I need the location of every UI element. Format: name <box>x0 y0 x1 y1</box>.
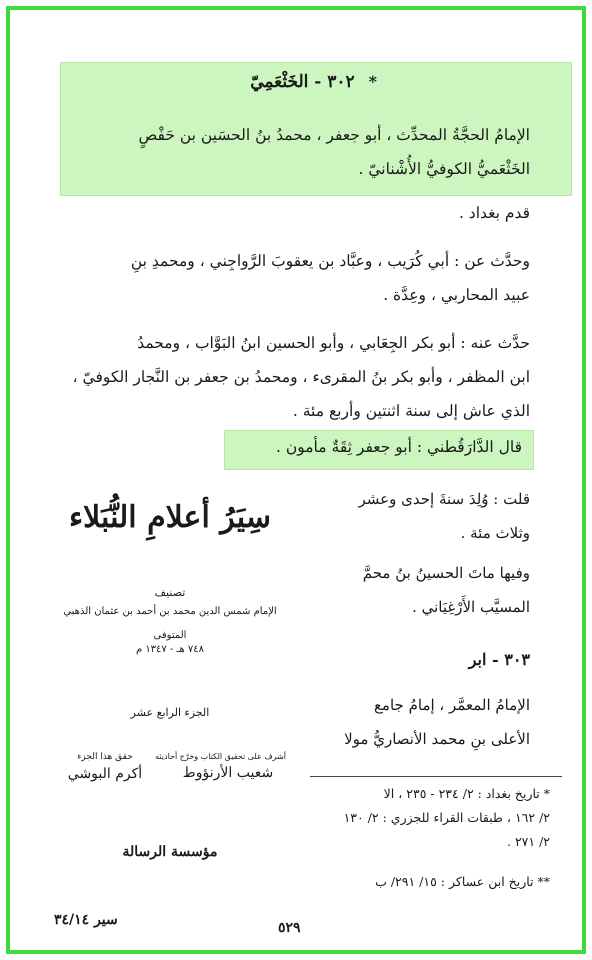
book-page <box>10 10 582 950</box>
footnote-line: ** تاريخ ابن عساكر : ١٥/ ٢٩١/ ب <box>375 874 550 889</box>
text-line: الإمامُ الحجَّةُ المحدِّث ، أبو جعفر ، محمدُ بنُ الحسَين بن حَفْصٍ <box>138 126 530 144</box>
book-cover <box>50 480 290 880</box>
text-line: قدم بغداد . <box>458 204 530 222</box>
right-editor-name: شعيب الأرنؤوط <box>182 765 274 781</box>
cover-volume: الجزء الرابع عشر <box>130 706 210 719</box>
text-line: وثلاث مئة . <box>460 524 530 542</box>
right-editor-caption: أشرف على تحقيق الكتاب وخرّج أحاديثه <box>155 752 286 761</box>
text-line: حدَّث عنه : أبو بكر الجِعَابي ، وأبو الحسين ابنُ البَوَّاب ، ومحمدُ <box>137 334 530 352</box>
entry-star: * <box>368 72 377 91</box>
entry-title <box>250 72 377 92</box>
text-line: الخَثْعَميُّ الكوفيُّ الأُشْنانيّ . <box>358 160 530 178</box>
cover-died-label: المتوفى <box>153 630 187 641</box>
cover-title: سِيَرُ أعلامِ النُّبَلاء <box>69 500 271 535</box>
text-line: المسيَّب الأَرْغِيَاني . <box>412 598 530 616</box>
cover-died-dates: ٧٤٨ هـ - ١٣٤٧ م <box>135 644 205 655</box>
cover-publisher: مؤسسة الرسالة <box>122 844 218 860</box>
text-line: ابن المظفر ، وأبو بكر بنُ المقرىء ، ومحمدُ بن جعفر بن النَّجار الكوفيّ ، <box>72 368 530 386</box>
right-editor <box>155 752 286 781</box>
footnote-line: ٢/ ١٦٢ ، طبقات القراء للجزري : ٢/ ١٣٠ <box>343 810 550 825</box>
page-number: ٥٢٩ <box>278 920 301 936</box>
text-line: وفيها ماتَ الحسينُ بنُ محمَّ <box>362 564 530 582</box>
text-line: وحدَّث عن : أبي كُرَيب ، وعبَّاد بن يعقوبَ الرَّواجِني ، ومحمدِ بنِ <box>130 252 530 270</box>
entry-303-title: ٣٠٣ - ابر <box>468 650 530 669</box>
text-line: عبيد المحاربي ، وعِدَّة . <box>383 286 530 304</box>
page-frame <box>6 6 586 954</box>
text-line: الإمامُ المعمَّر ، إمامُ جامع <box>373 696 530 714</box>
footnote-line: ٢/ ٢٧١ . <box>506 834 550 849</box>
daraqutni-quote: قال الدَّارَقُطني : أبو جعفر ثِقَةٌ مأمون . <box>276 438 522 456</box>
text-line: قلت : وُلِدَ سنةَ إحدى وعشر <box>358 490 530 508</box>
left-editor <box>60 752 150 782</box>
footnote-divider <box>310 776 562 777</box>
entry-title-text: ٣٠٢ - الخَثْعَمِيّ <box>250 72 355 92</box>
footnote-line: * تاريخ بغداد : ٢/ ٢٣٤ - ٢٣٥ ، الا <box>383 786 550 801</box>
signature-mark: سير ٣٤/١٤ <box>54 912 118 928</box>
left-editor-caption: حقق هذا الجزء <box>77 752 133 762</box>
text-line: الذي عاش إلى سنة اثنتين وأربع مئة . <box>292 402 530 420</box>
left-editor-name: أكرم البوشي <box>67 766 143 782</box>
cover-tasnif: تصنيف <box>154 586 186 599</box>
text-line: الأعلى بنِ محمد الأنصاريُّ مولا <box>344 730 530 748</box>
cover-author: الإمام شمس الدين محمد بن أحمد بن عثمان الذهبي <box>63 606 277 617</box>
